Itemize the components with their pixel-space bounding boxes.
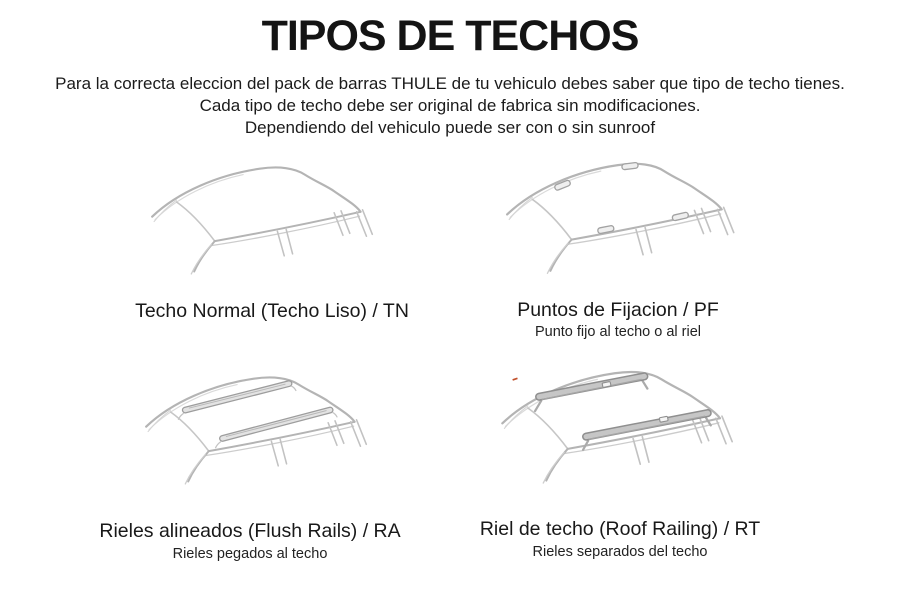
- intro-line-1: Para la correcta eleccion del pack de barras THULE de tu vehiculo debes saber que tipo de techo tienes.: [55, 74, 845, 93]
- intro-line-3: Dependiendo del vehiculo puede ser con o sin sunroof: [244, 118, 656, 137]
- ra-label: Rieles alineados (Flush Rails) / RA: [99, 520, 401, 542]
- intro-paragraph: [0, 73, 900, 139]
- ra-flush-rails-roof-illustration: [144, 366, 389, 503]
- orange-speck-artifact: [512, 377, 517, 380]
- pf-subtitle: Punto fijo al techo o al riel: [534, 324, 702, 340]
- pf-label: Puntos de Fijacion / PF: [517, 299, 719, 321]
- tn-label: Techo Normal (Techo Liso) / TN: [135, 300, 409, 322]
- tn-smooth-roof-illustration: [150, 156, 395, 293]
- rt-label: Riel de techo (Roof Railing) / RT: [479, 518, 761, 540]
- intro-line-2: Cada tipo de techo debe ser original de fabrica sin modificaciones.: [199, 96, 701, 115]
- page-title: TIPOS DE TECHOS: [261, 12, 639, 60]
- rt-subtitle: Rieles separados del techo: [532, 544, 708, 560]
- pf-fixpoints-roof-illustration: [505, 152, 757, 293]
- rt-roof-railing-illustration: [500, 360, 756, 503]
- ra-subtitle: Rieles pegados al techo: [172, 546, 328, 562]
